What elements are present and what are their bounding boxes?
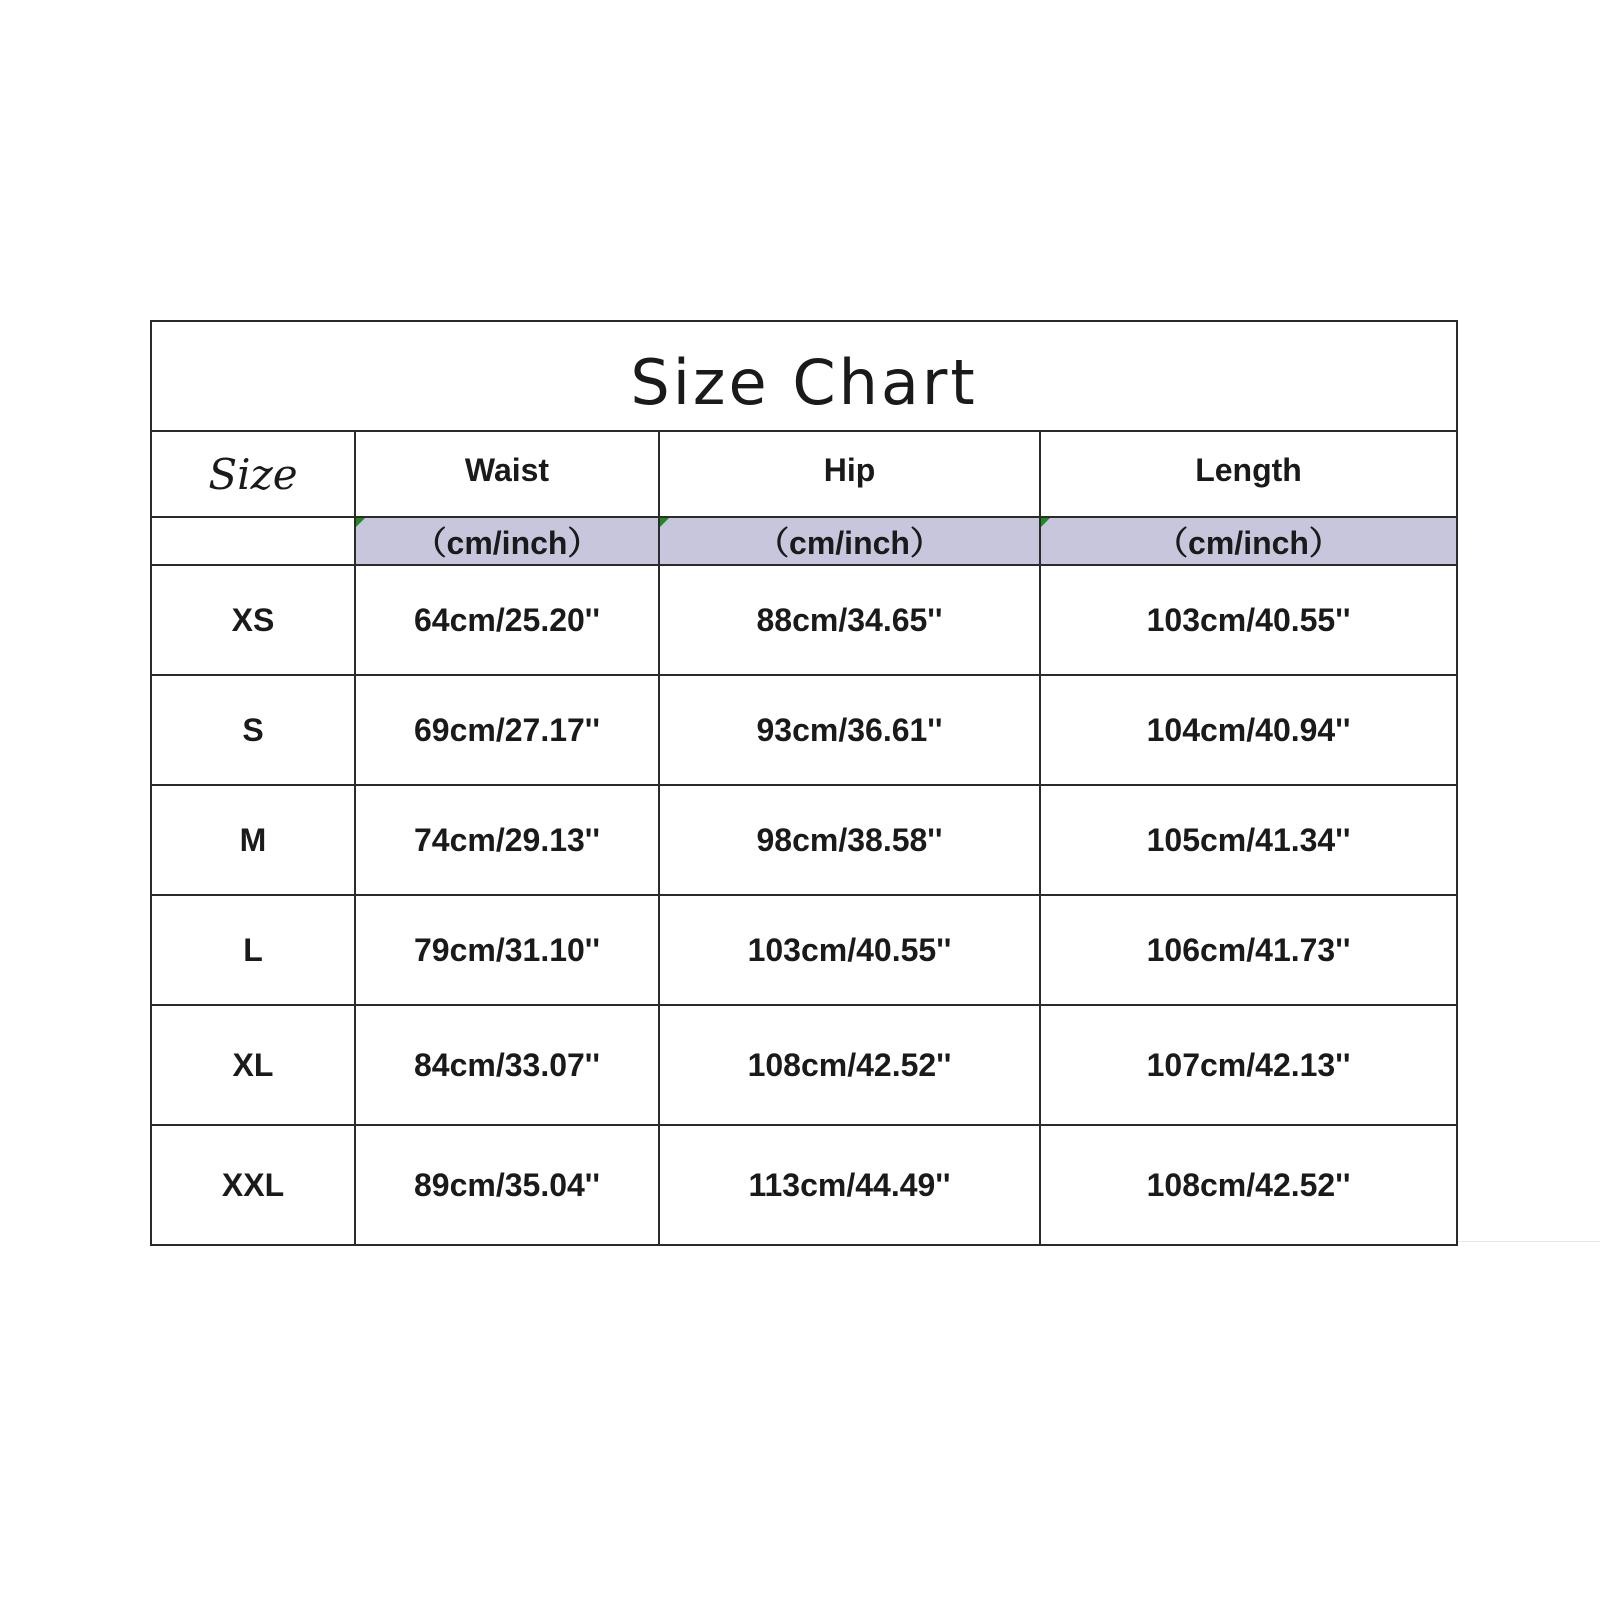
hip-cell: 108cm/42.52'' [659, 1005, 1040, 1125]
size-cell: XS [151, 565, 355, 675]
waist-unit-cell [355, 517, 659, 565]
waist-cell: 84cm/33.07'' [355, 1005, 659, 1125]
waist-cell: 79cm/31.10'' [355, 895, 659, 1005]
size-chart-table [150, 320, 1458, 1246]
corner-mark [660, 518, 669, 527]
corner-mark [356, 518, 365, 527]
length-cell: 107cm/42.13'' [1040, 1005, 1457, 1125]
hip-cell: 98cm/38.58'' [659, 785, 1040, 895]
hip-unit-label: （cm/inch） [757, 525, 942, 561]
divider-line [1458, 1241, 1600, 1242]
header-row [151, 431, 1457, 517]
length-header-label: Length [1195, 451, 1302, 488]
chart-title: Size Chart [630, 345, 978, 419]
length-cell: 105cm/41.34'' [1040, 785, 1457, 895]
length-cell: 103cm/40.55'' [1040, 565, 1457, 675]
waist-unit-label: （cm/inch） [414, 525, 600, 561]
length-cell: 108cm/42.52'' [1040, 1125, 1457, 1245]
size-cell: L [151, 895, 355, 1005]
size-cell: M [151, 785, 355, 895]
hip-column-header [659, 431, 1040, 517]
length-column-header [1040, 431, 1457, 517]
table-row [151, 785, 1457, 895]
title-cell [151, 321, 1457, 431]
hip-header-label: Hip [823, 451, 876, 488]
title-row [151, 321, 1457, 431]
size-column-header [151, 431, 355, 517]
waist-header-label: Waist [464, 451, 550, 488]
size-cell: XXL [151, 1125, 355, 1245]
length-cell: 106cm/41.73'' [1040, 895, 1457, 1005]
hip-cell: 88cm/34.65'' [659, 565, 1040, 675]
length-unit-label: （cm/inch） [1156, 525, 1341, 561]
length-unit-cell [1040, 517, 1457, 565]
table-row [151, 675, 1457, 785]
hip-cell: 93cm/36.61'' [659, 675, 1040, 785]
table-row [151, 565, 1457, 675]
corner-mark [1041, 518, 1050, 527]
unit-row-empty-cell [151, 517, 355, 565]
length-cell: 104cm/40.94'' [1040, 675, 1457, 785]
waist-cell: 69cm/27.17'' [355, 675, 659, 785]
waist-column-header [355, 431, 659, 517]
table-row [151, 895, 1457, 1005]
table-row [151, 1125, 1457, 1245]
size-header-label: Size [208, 449, 298, 499]
unit-row [151, 517, 1457, 565]
size-cell: XL [151, 1005, 355, 1125]
hip-unit-cell [659, 517, 1040, 565]
waist-cell: 74cm/29.13'' [355, 785, 659, 895]
hip-cell: 113cm/44.49'' [659, 1125, 1040, 1245]
waist-cell: 89cm/35.04'' [355, 1125, 659, 1245]
size-cell: S [151, 675, 355, 785]
waist-cell: 64cm/25.20'' [355, 565, 659, 675]
table-row [151, 1005, 1457, 1125]
hip-cell: 103cm/40.55'' [659, 895, 1040, 1005]
